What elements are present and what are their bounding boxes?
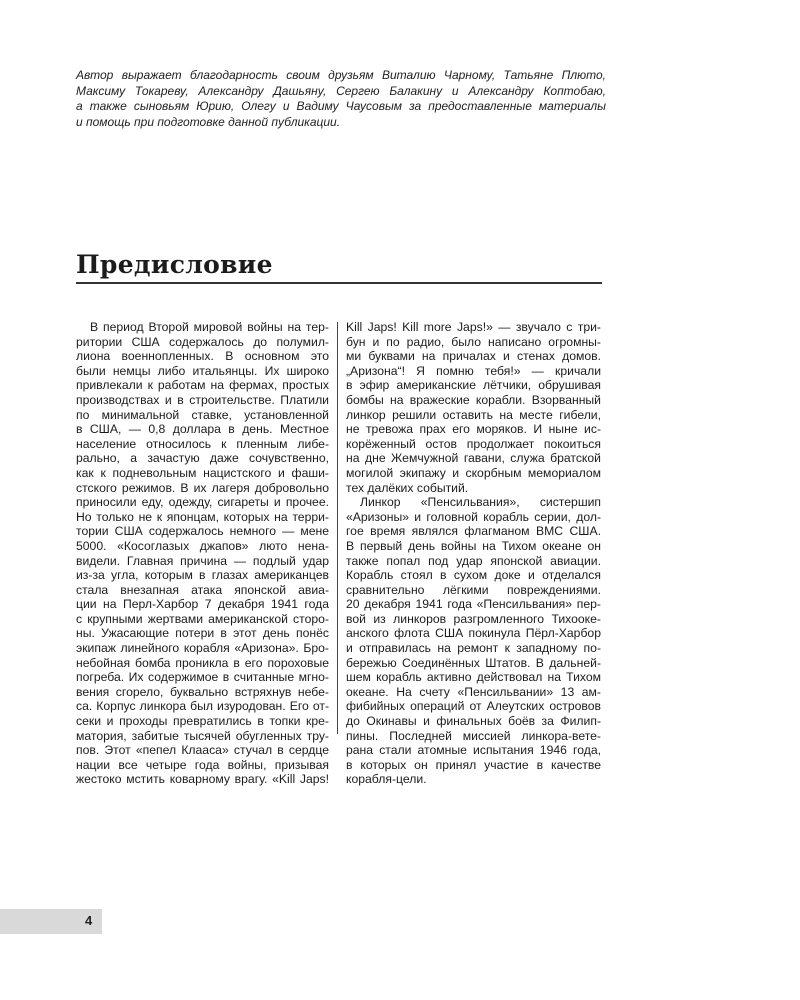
text-line: ритории США содержалось до полумил- <box>76 334 329 349</box>
heading-rule <box>76 282 602 284</box>
ack-line: а также сыновьям Юрию, Олегу и Вадиму Чаусовым за предоставленные материалы <box>76 99 606 114</box>
text-line: стала внезапная атака японской авиа- <box>76 582 329 597</box>
text-line: производствах и в строительстве. Платили <box>76 392 329 407</box>
left-column <box>76 320 329 787</box>
text-line: в которых он принял участие в качестве <box>346 757 601 772</box>
text-line: вой из линкоров разгромленного Тихооке- <box>346 611 601 626</box>
text-line: приносили еду, одежду, сигареты и прочее. <box>76 495 329 510</box>
text-line: из-за угла, которым в глазах американцев <box>76 568 329 583</box>
text-line: гое время являлся флагманом ВМС США. <box>346 524 601 539</box>
text-line: как к подневольным нацистского и фаши- <box>76 465 329 480</box>
ack-line: Максиму Токареву, Александру Дашьяну, Сергею Балакину и Александру Коптобаю, <box>76 83 606 98</box>
text-line: са. Корпус линкора был изуродован. Его от- <box>76 699 329 714</box>
page-number: 4 <box>85 913 93 928</box>
text-line: рально, а зачастую даже сочувственно, <box>76 451 329 466</box>
ack-line: Автор выражает благодарность своим друзьям Виталию Чарному, Татьяне Плюто, <box>76 68 606 82</box>
text-line: не тревожа прах его моряков. И ныне ис- <box>346 422 601 437</box>
text-line: матория, забитые тысячей обугленных тру- <box>76 728 329 743</box>
text-line: анского флота США покинула Пёрл-Харбор <box>346 626 601 641</box>
text-line: привлекали к работам на фермах, простых <box>76 378 329 393</box>
acknowledgement <box>76 68 606 130</box>
text-line: население относилось к пленным либе- <box>76 436 329 451</box>
text-line: фибийных операций от Алеутских островов <box>346 699 601 714</box>
text-line: погреба. Их содержимое в считанные мгно- <box>76 670 329 685</box>
text-line: ми буквами на причалах и стенах домов. <box>346 349 601 364</box>
text-line: Корабль стоял в сухом доке и отделался <box>346 568 601 583</box>
text-line: секи и проходы превратились в топки кре- <box>76 714 329 729</box>
text-line: бун и по радио, было написано огромны- <box>346 334 601 349</box>
text-line: корёженный остов продолжает покоиться <box>346 436 601 451</box>
text-line: ны. Ужасающие потери в этот день понёс <box>76 626 329 641</box>
text-line: сравнительно лёгкими повреждениями. <box>346 582 601 597</box>
text-line: „Аризона“! Я помню тебя!» — кричали <box>346 363 601 378</box>
column-divider <box>337 322 338 734</box>
text-line: пины. Последней миссией линкора-вете- <box>346 728 601 743</box>
text-line: видели. Главная причина — подлый удар <box>76 553 329 568</box>
text-line: были немцы либо итальянцы. Их широко <box>76 363 329 378</box>
text-line: тории США содержалось немного — мене <box>76 524 329 539</box>
text-line: шем корабль активно действовал на Тихом <box>346 670 601 685</box>
text-line: лиона военнопленных. В основном это <box>76 349 329 364</box>
text-line: корабля-цели. <box>346 772 427 787</box>
text-line: на дне Жемчужной гавани, служа братской <box>346 451 601 466</box>
text-line: «Аризоны» и головной корабль серии, дол- <box>346 509 601 524</box>
text-line: могилой экипажу и скорбным мемориалом <box>346 465 601 480</box>
text-line: с крупными жертвами американской сторо- <box>76 611 329 626</box>
text-line: пов. Этот «пепел Клааса» стучал в сердце <box>76 743 329 758</box>
text-line: тех далёких событий. <box>346 480 469 495</box>
text-line: также попал под удар японской авиации. <box>346 553 601 568</box>
text-line: экипаж линейного корабля «Аризона». Бро- <box>76 641 329 656</box>
text-line: рана стали атомные испытания 1946 года, <box>346 743 601 758</box>
text-line: бережью Соединённых Штатов. В дальней- <box>346 655 601 670</box>
text-line: Kill Japs! Kill more Japs!» — звучало с три- <box>346 320 601 334</box>
text-line: бомбы на вражеские корабли. Взорванный <box>346 392 601 407</box>
text-line: небойная бомба проникла в его пороховые <box>76 655 329 670</box>
text-line: до Окинавы и финальных боёв за Филип- <box>346 714 601 729</box>
text-line: нации все четыре года войны, призывая <box>76 757 329 772</box>
text-line: В период Второй мировой войны на тер- <box>90 320 329 334</box>
ack-line: и помощь при подготовке данной публикации. <box>76 114 341 129</box>
text-line: океане. На счету «Пенсильвании» 13 ам- <box>346 684 601 699</box>
text-line: 5000. «Косоглазых джапов» люто нена- <box>76 538 329 553</box>
text-line: В первый день войны на Тихом океане он <box>346 538 601 553</box>
text-line: и отправилась на ремонт к западному по- <box>346 641 601 656</box>
text-line: в США, — 0,8 доллара в день. Местное <box>76 422 329 437</box>
text-line: Линкор «Пенсильвания», систершип <box>360 495 601 510</box>
text-line: линкор решили оставить на месте гибели, <box>346 407 601 422</box>
text-line: вения сгорело, буквально встряхнув небе- <box>76 684 329 699</box>
section-heading: Предисловие <box>76 250 273 279</box>
text-line: Но только не к японцам, которых на терри- <box>76 509 329 524</box>
text-line: по минимальной ставке, установленной <box>76 407 329 422</box>
right-column <box>346 320 601 787</box>
text-line: в эфир американские лётчики, обрушивая <box>346 378 601 393</box>
text-line: жестоко мстить коварному врагу. «Kill Japs! <box>76 772 329 787</box>
text-line: ции на Перл-Харбор 7 декабря 1941 года <box>76 597 329 612</box>
text-line: 20 декабря 1941 года «Пенсильвания» пер- <box>346 597 601 612</box>
text-line: стского режимов. В их лагеря добровольно <box>76 480 329 495</box>
